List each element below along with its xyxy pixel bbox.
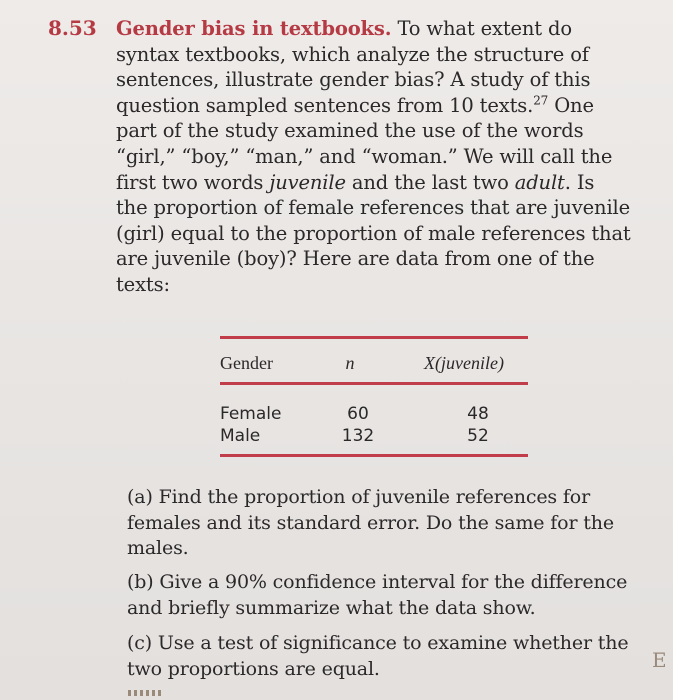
table-header-gender: Gender — [220, 353, 273, 373]
table-cell-gender: Male — [220, 426, 261, 446]
part-b — [127, 570, 637, 621]
table-top-rule — [220, 336, 528, 339]
problem-text-line: question sampled sentences from 10 texts. — [116, 93, 534, 117]
part-line: (b) Give a 90% confidence interval for the difference — [127, 571, 628, 593]
problem-text-line: (girl) equal to the proportion of male references that — [116, 221, 631, 245]
table-cell-gender: Female — [220, 404, 282, 424]
part-line: two proportions are equal. — [127, 657, 380, 680]
table-header-n: n — [345, 353, 355, 373]
part-c — [127, 631, 637, 682]
cut-off-text-mark — [128, 690, 164, 696]
page-edge-glyph: E — [652, 648, 667, 672]
table-header-x: X(juvenile) — [424, 353, 504, 373]
part-line: (c) Use a test of significance to examine whether the — [127, 632, 629, 654]
table-header-rule — [220, 382, 528, 385]
table-bottom-rule — [220, 454, 528, 457]
problem-text-line: “girl,” “boy,” “man,” and “woman.” We will call the — [116, 144, 613, 168]
term-juvenile: juvenile — [269, 170, 346, 194]
table-cell-x: 48 — [467, 404, 489, 424]
table-cell-n: 60 — [347, 404, 369, 424]
problem-text-line: . Is — [564, 170, 595, 194]
part-line: (a) Find the proportion of juvenile references for — [127, 486, 591, 508]
problem-text-line: part of the study examined the use of the words — [116, 119, 584, 143]
part-a — [127, 485, 637, 562]
problem-number: 8.53 — [48, 16, 97, 40]
part-line: males. — [127, 537, 189, 559]
problem-text-line: One — [548, 93, 594, 117]
problem-text-line: texts: — [116, 272, 170, 296]
problem-statement — [116, 16, 646, 298]
footnote-marker: 27 — [533, 93, 549, 108]
part-line: females and its standard error. Do the same for the — [127, 511, 614, 534]
problem-text-line: are juvenile (boy)? Here are data from one of the — [116, 247, 595, 271]
problem-text-line: first two words — [116, 170, 270, 194]
problem-text-line: the proportion of female references that are juvenile — [116, 196, 631, 220]
problem-text-line: sentences, illustrate gender bias? A study of this — [116, 68, 591, 92]
problem-text-line: and the last two — [345, 170, 515, 194]
problem-title: Gender bias in textbooks. — [116, 17, 392, 40]
table-cell-x: 52 — [467, 426, 489, 446]
problem-text-line: To what extent do — [391, 17, 572, 40]
problem-text-line: syntax textbooks, which analyze the structure of — [116, 42, 589, 66]
term-adult: adult — [514, 170, 565, 194]
part-line: and briefly summarize what the data show. — [127, 596, 536, 619]
table-cell-n: 132 — [341, 426, 375, 446]
